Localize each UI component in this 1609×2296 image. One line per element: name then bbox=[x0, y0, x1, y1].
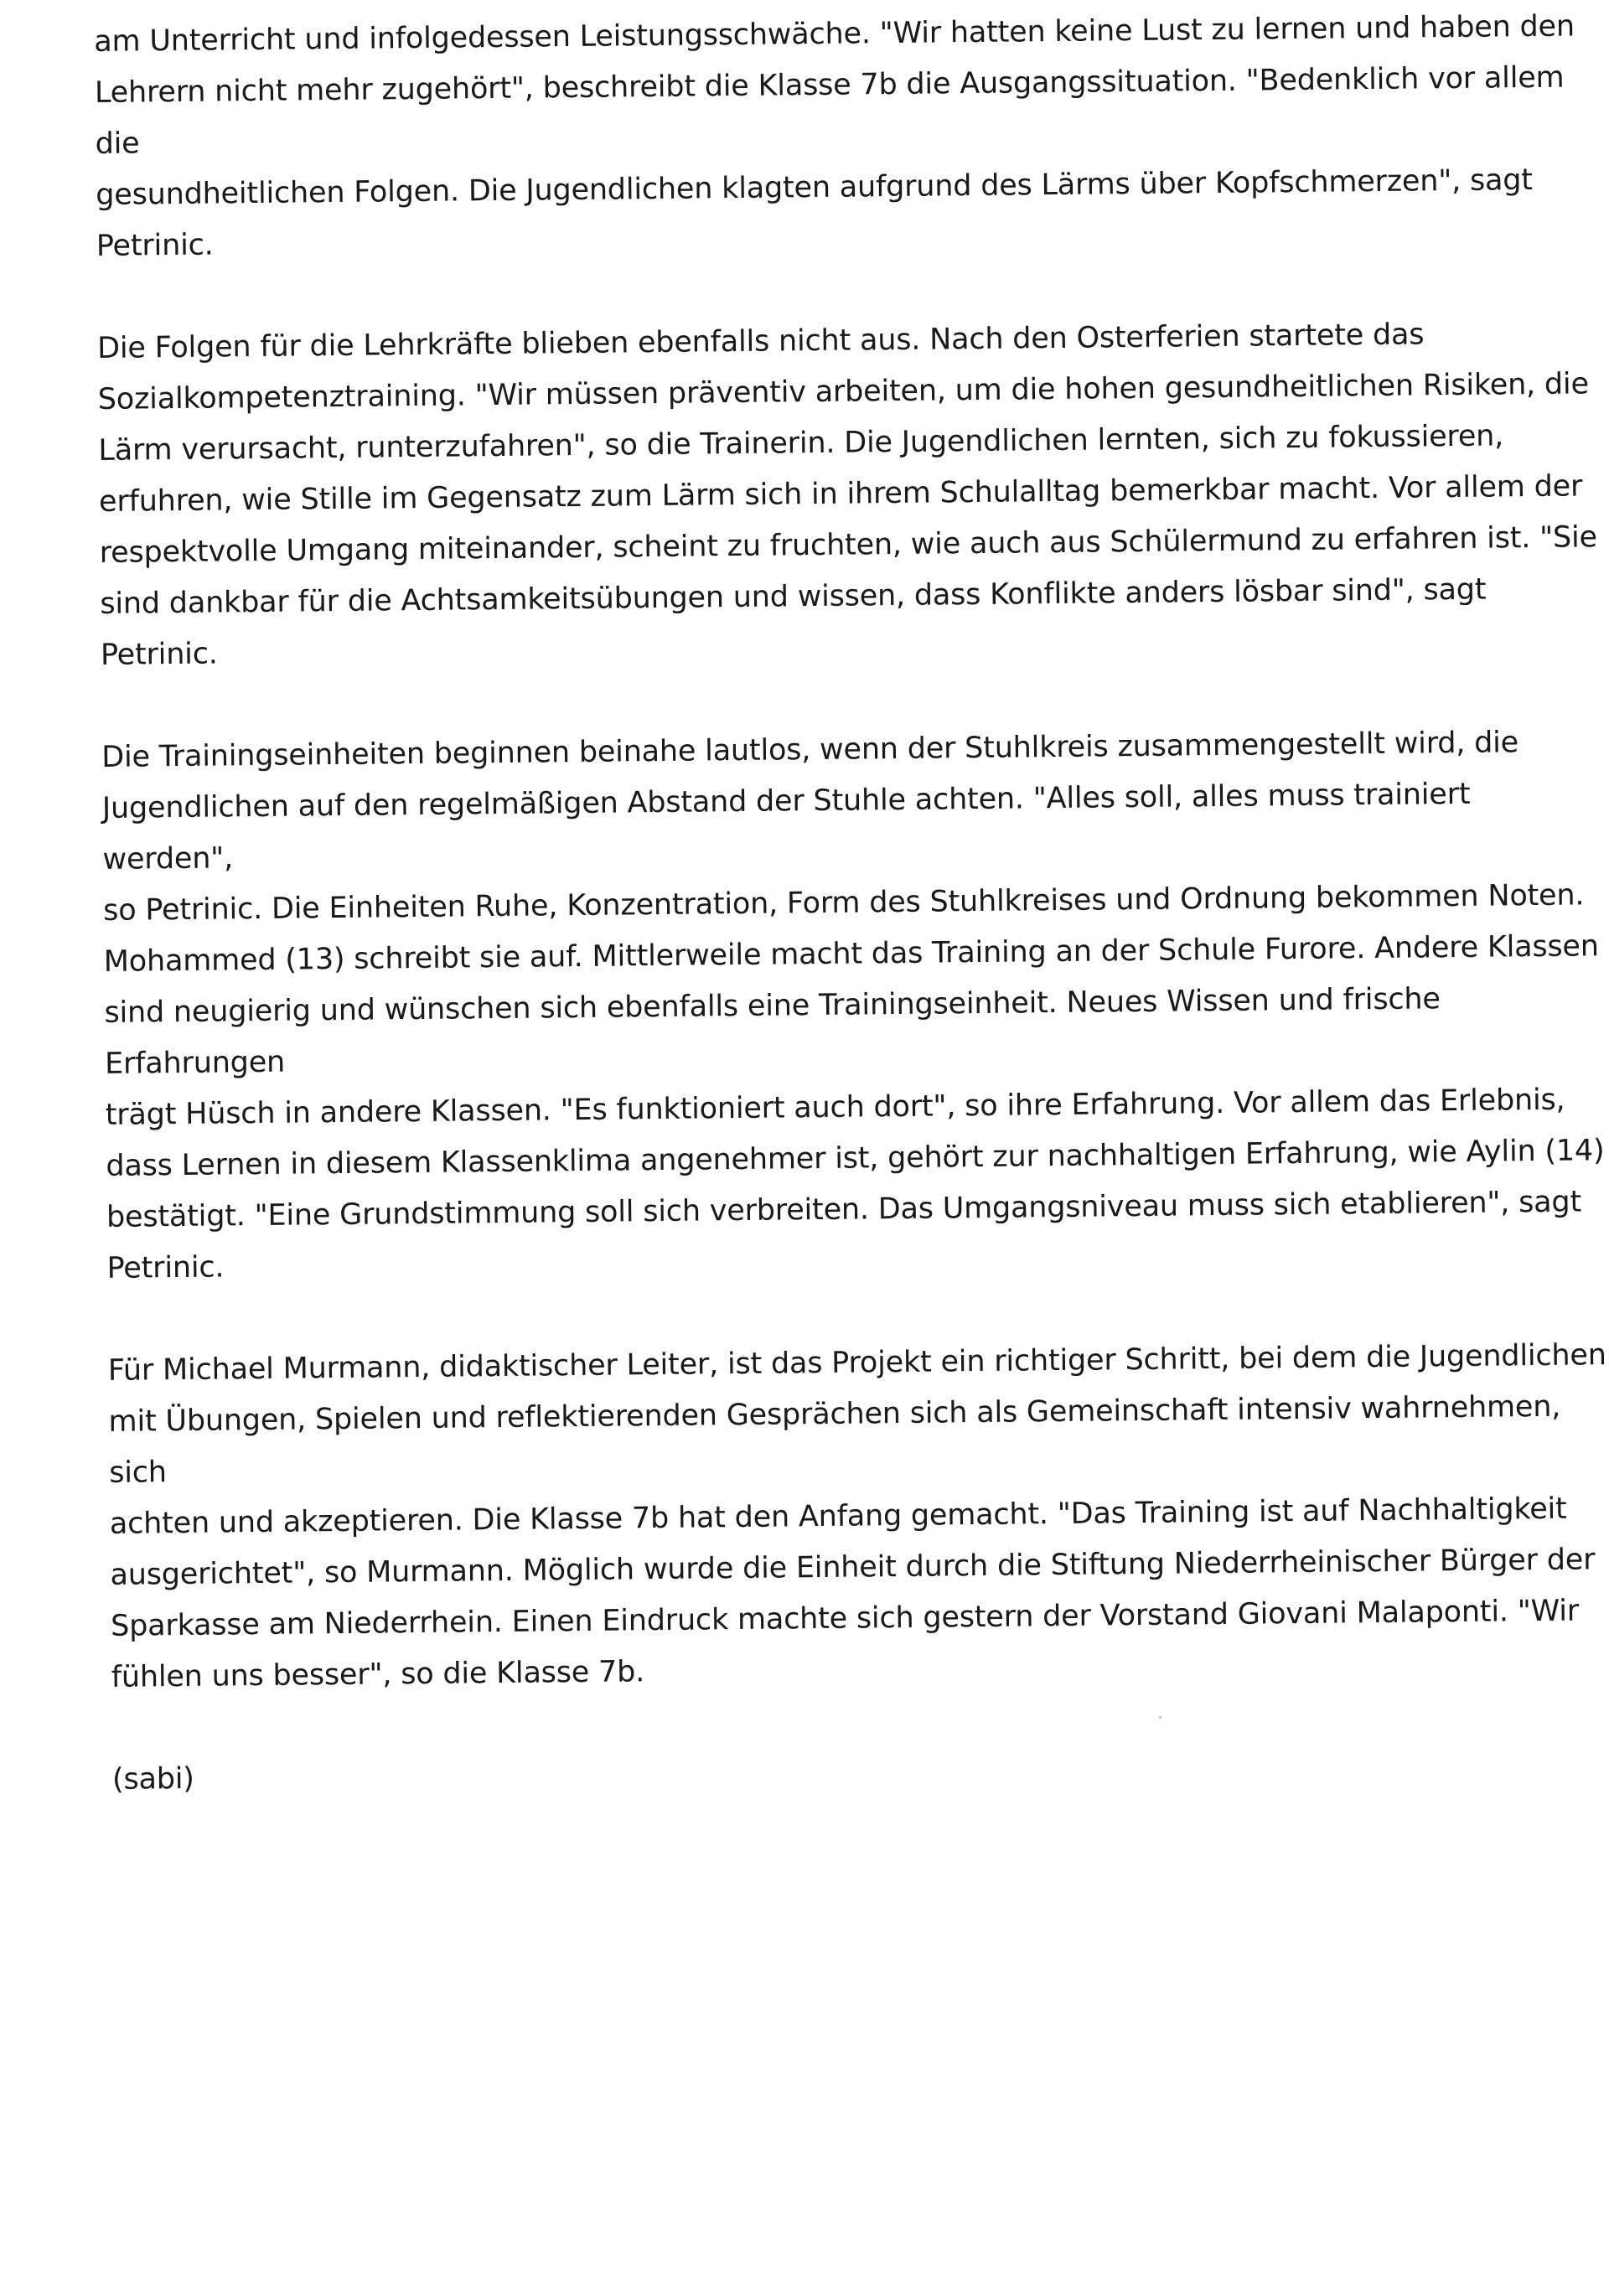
scan-speck bbox=[1159, 1716, 1161, 1719]
paragraph-murmann-statement: Für Michael Murmann, didaktischer Leiter, ist das Projekt ein richtiger Schritt, bei dem die Jugendlichen mit Übungen, Spielen und reflektierenden Gesprächen sich als Gemeinschaft intensiv wahrnehmen, sich achten und akzeptieren. Die Klasse 7b hat den Anfang gemacht. "Das Training ist auf Nachhaltigkeit ausgerichtet", so Murmann. Möglich wurde die Einheit durch die Stiftung Niederrheinischer Bürger der Sparkasse am Niederrhein. Einen Eindruck machte sich gestern der Vorstand Giovani Malaponti. "Wir fühlen uns besser", so die Klasse 7b. bbox=[107, 1338, 1606, 1694]
paragraph-teacher-consequences: Die Folgen für die Lehrkräfte blieben ebenfalls nicht aus. Nach den Osterferien startete das Sozialkompetenztraining. "Wir müssen präventiv arbeiten, um die hohen gesundheitlichen Risiken, die Lärm verursacht, runterzufahren", so die Trainerin. Die Jugendlichen lernten, sich zu fokussieren, erfuhren, wie Stille im Gegensatz zum Lärm sich in ihrem Schulalltag bemerkbar macht. Vor allem der respektvolle Umgang miteinander, scheint zu fruchten, wie auch aus Schülermund zu erfahren ist. "Sie sind dankbar für die Achtsamkeitsübungen und wissen, dass Konflikte anders lösbar sind", sagt Petrinic. bbox=[96, 318, 1598, 672]
paragraph-training-sessions: Die Trainingseinheiten beginnen beinahe lautlos, wenn der Stuhlkreis zusammengestellt wird, die Jugendlichen auf den regelmäßigen Abstand der Stuhle achten. "Alles soll, alles muss trainiert werden", so Petrinic. Die Einheiten Ruhe, Konzentration, Form des Stuhlkreises und Ordnung bekommen Noten. Mohammed (13) schreibt sie auf. Mittlerweile macht das Training an der Schule Furore. Andere Klassen sind neugierig und wünschen sich ebenfalls eine Trainingseinheit. Neues Wissen und frische Erfahrungen trägt Hüsch in andere Klassen. "Es funktioniert auch dort", so ihre Erfahrung. Vor allem das Erlebnis, dass Lernen in diesem Klassenklima angenehmer ist, gehört zur nachhaltigen Erfahrung, wie Aylin (14) bestätigt. "Eine Grundstimmung soll sich verbreiten. Das Umgangsniveau muss sich etablieren", sagt Petrinic. bbox=[101, 726, 1605, 1285]
article-body bbox=[94, 1, 1609, 1806]
paragraph-intro-continuation: am Unterricht und infolgedessen Leistungsschwäche. "Wir hatten keine Lust zu lernen und haben den Lehrern nicht mehr zugehört", beschreibt die Klasse 7b die Ausgangssituation. "Bedenklich vor allem die gesundheitlichen Folgen. Die Jugendlichen klagten aufgrund des Lärms über Kopfschmerzen", sagt Petrinic. bbox=[94, 9, 1575, 263]
author-signature: (sabi) bbox=[111, 1761, 194, 1797]
